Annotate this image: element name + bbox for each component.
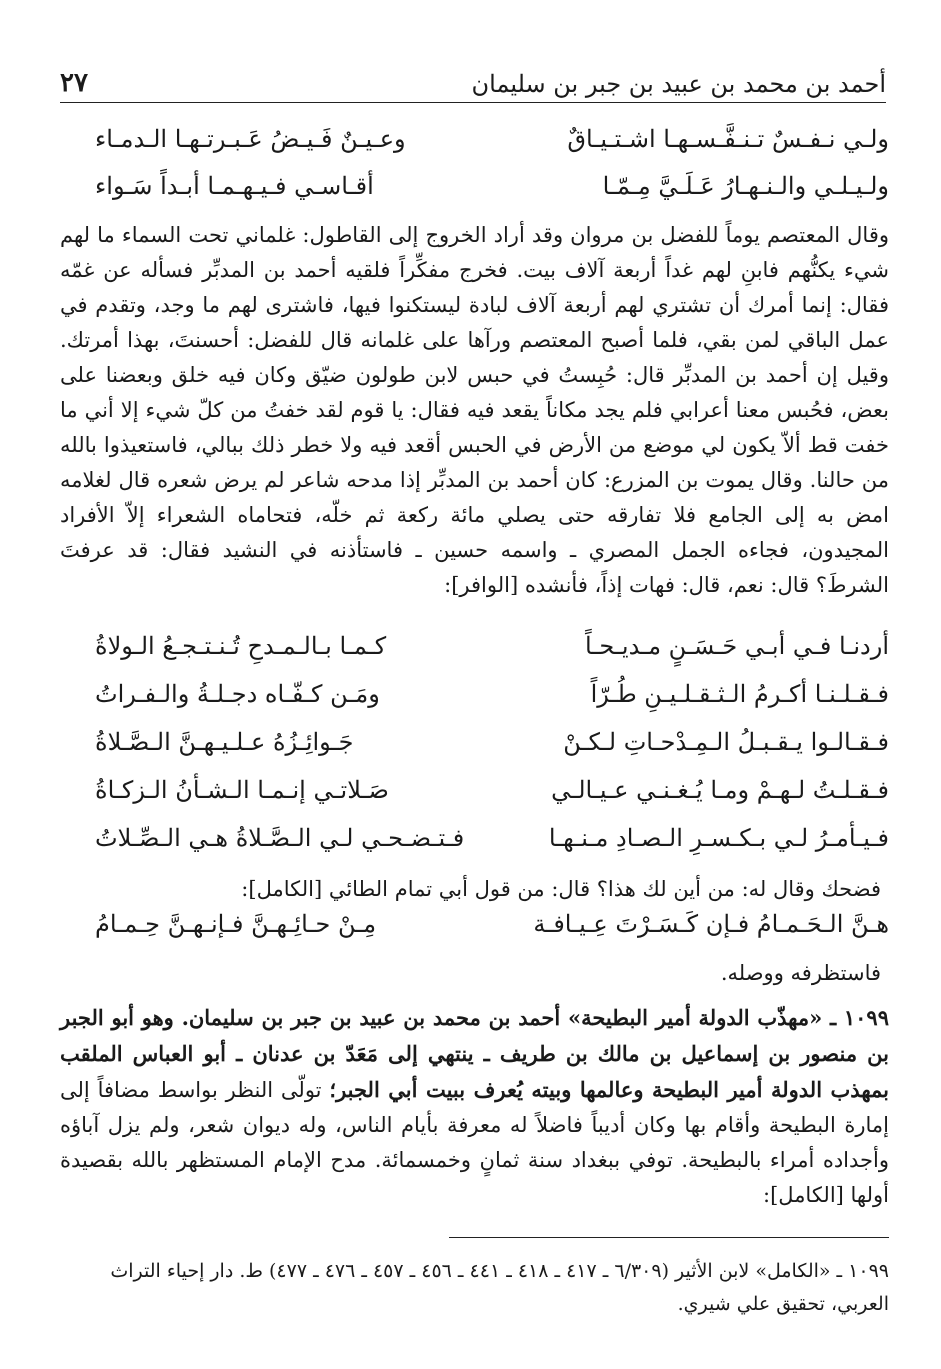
- verse-first-hemistich: أردنـا فـي أبـي حَـسَـنٍ مـديـحـاً: [585, 632, 889, 660]
- verse-second-hemistich: فـتـضـحـي لـي الـصَّـلاةُ هـي الـصِّـلاتُ: [95, 824, 465, 852]
- verse-line: [95, 728, 889, 756]
- verse-line: [95, 172, 889, 200]
- entry-body: تولّى النظر بواسط مضافاً إلى إمارة البطيحة وأقام بها وكان أديباً فاضلاً له معرفة بأيام الناس، وله ديوان شعر، ولم يزل آباؤه وأجداده أمراء بالبطيحة. توفي ببغداد سنة ثمانٍ وخمسمائة. مدح الإمام المستظهر بالله بقصيدة أولها [الكامل]:: [60, 1078, 889, 1207]
- running-header: [60, 58, 886, 103]
- verse-first-hemistich: فـقـلـنـا أكـرمُ الـثـقـلـيـنِ طُـرّاً: [590, 680, 889, 708]
- verse-line: [95, 776, 889, 804]
- verse-first-hemistich: ولـيـلـي والـنـهـارُ عَـلَـيَّ مِـمّـا: [602, 172, 889, 200]
- verse-second-hemistich: جَـوائِـزُهُ عـلـيـهـنَّ الـصَّـلاةُ: [95, 728, 354, 756]
- verse-second-hemistich: مِـنْ حـائِـهـنَّ فـإنـهـنَّ حِـمـامُ: [95, 910, 377, 938]
- entry-1099: [60, 1000, 889, 1213]
- verse-line: [95, 824, 889, 852]
- verse-first-hemistich: ولـي نـفـسٌ تـنـفَّـسـهـا اشـتـيـاقٌ: [567, 125, 889, 153]
- running-title: أحمد بن محمد بن عبيد بن جبر بن سليمان: [471, 70, 886, 98]
- verse-line: [95, 680, 889, 708]
- verse-second-hemistich: كـمـا بـالـمـدحِ تُـنـتـجـعُ الـولاةُ: [95, 632, 387, 660]
- page-number: ٢٧: [60, 68, 88, 98]
- footnote: ١٠٩٩ ـ «الكامل» لابن الأثير (٦/٣٠٩ ـ ٤١٧ ـ ٤١٨ ـ ٤٤١ ـ ٤٥٦ ـ ٤٥٧ ـ ٤٧٦ ـ ٤٧٧) ط. دار إحياء التراث العربي، تحقيق علي شيري.: [110, 1260, 889, 1315]
- footnote-divider: [449, 1237, 889, 1238]
- paragraph-closing: فاستظرفه ووصله.: [720, 961, 881, 985]
- verse-line: [95, 125, 889, 153]
- verse-line: [95, 910, 889, 938]
- verse-first-hemistich: فـقـلـتُ لـهـمْ ومـا يُـغـنـي عـيـالـي: [551, 776, 889, 804]
- verse-second-hemistich: صَـلاتـي إنـمـا الـشـأنُ الـزكـاةُ: [95, 776, 389, 804]
- verse-line: [95, 632, 889, 660]
- entry-heading: ١٠٩٩ ـ «مهذّب الدولة أمير البطيحة» أحمد بن محمد بن عبيد بن جبر بن سليمان. وهو أبو الجبر بن منصور بن إسماعيل بن مالك بن طريف ـ ينتهي إلى مَعَدّ بن عدنان ـ أبو العباس الملقب بمهذب الدولة أمير البطيحة وعالمها وبيته يُعرف ببيت أبي الجبر؛: [60, 1005, 889, 1102]
- paragraph-anecdotes: وقال المعتصم يوماً للفضل بن مروان وقد أراد الخروج إلى القاطول: غلماني تحت السماء ما لهم شيء يكنُّهم فابنِ لهم غداً أربعة آلاف بيت. فخرج مفكِّراً فلقيه أحمد بن المدبِّر فسأله عن غمّه فقال: إنما أمرك أن تشتري لهم أربعة آلاف لبادة ليستكنوا فيها، فاشترى لهم ما وجد، وتقدم في عمل الباقي لمن بقي، فلما أصبح المعتصم ورآها على غلمانه قال للفضل: أحسنتَ، بهذا أمرتك. وقيل إن أحمد بن المدبِّر قال: حُبِستُ في حبس لابن طولون ضيّق وكان فيه خلق وبعضنا على بعض، فحُبس معنا أعرابي فلم يجد مكاناً يقعد فيه فقال: يا قوم لقد خفتُ من كلّ شيء إلا أني ما خفت قط ألاّ يكون لي موضع من الأرض في الحبس أقعد فيه ولا خطر ذلك ببالي، فاستعيذوا بالله من حالنا. وقال يموت بن المزرع: كان أحمد بن المدبِّر إذا مدحه شاعر لم يرض شعره قال لغلامه امض به إلى الجامع فلا تفارقه حتى يصلي مائة ركعة ثم خلّه، فتحاماه الشعراء إلاّ الأفراد المجيدون، فجاءه الجمل المصري ـ واسمه حسين ـ فاستأذنه في النشيد فقال: قد عرفتَ الشرطَ؟ قال: نعم، قال: فهات إذاً، فأنشده [الوافر]:: [60, 223, 889, 597]
- verse-first-hemistich: هـنَّ الـحَـمـامُ فـإن كَـسَـرْتَ عِـيـافـة: [533, 910, 889, 938]
- verse-second-hemistich: وعـيـنٌ فَـيـضُ عَـبـرتـهـا الـدمـاء: [95, 125, 406, 153]
- verse-second-hemistich: أقـاسـي فـيـهـمـا أبـداً سَـواء: [95, 172, 374, 200]
- verse-second-hemistich: ومَـن كـفّـاه دجـلـةُ والـفـراتُ: [95, 680, 380, 708]
- paragraph-tammam-intro: فضحك وقال له: من أين لك هذا؟ قال: من قول أبي تمام الطائي [الكامل]:: [241, 877, 881, 901]
- verse-first-hemistich: فـيـأمـرُ لـي بـكـسـرِ الـصـادِ مـنـهـا: [548, 824, 889, 852]
- verse-first-hemistich: فـقـالـوا يـقـبـلُ الـمِـدْحـاتِ لـكـنْ: [563, 728, 889, 756]
